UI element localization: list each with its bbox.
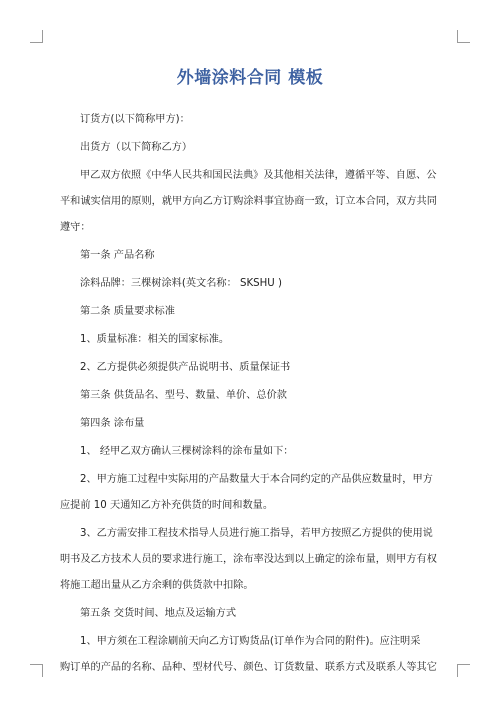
paragraph-line: 1、 经甲乙双方确认三棵树涂料的涂布量如下：: [80, 446, 294, 457]
section-heading: 第一条 产品名称: [80, 250, 155, 261]
section-heading: 第四条 涂布量: [80, 418, 145, 429]
paragraph-line: 将施工超出量从乙方余剩的供货款中扣除。: [60, 580, 254, 591]
document-title: 外墙涂料合同 模板: [176, 68, 324, 88]
paragraph-line: 2、甲方施工过程中实际用的产品数量大于本合同约定的产品供应数量时，甲方: [80, 474, 433, 485]
paragraph-line: 订货方(以下简称甲方)：: [80, 114, 190, 125]
crop-mark-top-right: [457, 30, 470, 43]
paragraph-line: 2、乙方提供必须提供产品说明书、质量保证书: [80, 362, 291, 373]
crop-mark-bottom-right: [457, 664, 470, 677]
document-body: [60, 112, 442, 676]
paragraph-line: 涂料品牌：三棵树涂料(英文名称： SKSHU ): [80, 278, 282, 289]
paragraph-line: 平和诚实信用的原则，就甲方向乙方订购涂料事宜协商一致，订立本合同，双方共同: [60, 196, 437, 207]
section-heading: 第二条 质量要求标准: [80, 306, 175, 317]
paragraph-line: 1、质量标准：相关的国家标准。: [80, 334, 230, 345]
section-heading: 第三条 供货品名、型号、数量、单价、总价款: [80, 390, 287, 401]
paragraph-line: 遵守：: [60, 222, 91, 233]
paragraph-line: 明书及乙方技术人员的要求进行施工，涂布率没达到以上确定的涂布量，则甲方有权: [60, 554, 437, 565]
paragraph-line: 3、乙方需安排工程技术指导人员进行施工指导，若甲方按照乙方提供的使用说: [80, 528, 433, 539]
paragraph-line: 购订单的产品的名称、品种、型材代号、颜色、订货数量、联系方式及联系人等其它: [60, 662, 437, 673]
crop-mark-top-left: [30, 30, 43, 43]
paragraph-line: 甲乙双方依照《中华人民共和国民法典》及其他相关法律，遵循平等、自愿、公: [80, 170, 437, 181]
paragraph-line: 出货方（以下简称乙方）: [80, 142, 193, 153]
paragraph-line: 1、甲方须在工程涂刷前天向乙方订购货品(订单作为合同的附件)。应注明采: [80, 636, 421, 647]
section-heading: 第五条 交货时间、地点及运输方式: [80, 608, 237, 619]
paragraph-line: 应提前 10 天通知乙方补充供货的时间和数量。: [60, 500, 274, 511]
crop-mark-bottom-left: [30, 664, 43, 677]
